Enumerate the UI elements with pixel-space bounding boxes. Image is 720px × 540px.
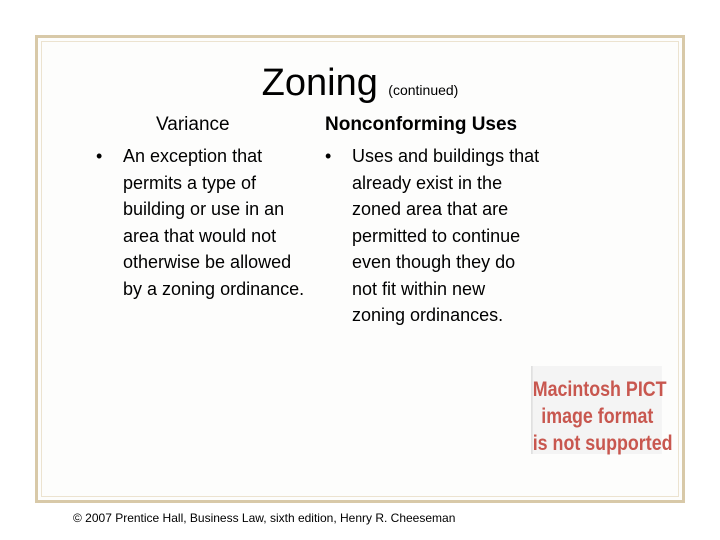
nonconforming-uses-heading: Nonconforming Uses (325, 114, 518, 135)
copyright-footer: © 2007 Prentice Hall, Business Law, sixth edition, Henry R. Cheeseman (73, 511, 456, 525)
variance-bullet-item (96, 143, 311, 302)
nonconforming-bullet-item (325, 143, 540, 329)
slide-title-suffix: (continued) (388, 82, 459, 98)
placeholder-line-1: Macintosh PICT (532, 378, 667, 401)
variance-heading: Variance (156, 114, 230, 135)
unsupported-image-placeholder (531, 366, 673, 455)
nonconforming-bullet-list (325, 143, 540, 329)
variance-bullet-text: An exception that permits a type of building or use in an area that would not otherwise be allowed by a zoning ordinance. (123, 146, 305, 299)
placeholder-line-2: image format (541, 405, 654, 428)
bullet-icon: • (96, 146, 103, 166)
slide-title-main: Zoning (261, 62, 378, 104)
nonconforming-bullet-text: Uses and buildings that already exist in the zoned area that are permitted to continue even though they do not fit within new zoning ordinances. (352, 146, 540, 325)
variance-bullet-list (96, 143, 311, 302)
slide-title (0, 62, 720, 105)
bullet-icon: • (325, 146, 332, 166)
placeholder-line-3: is not supported (532, 432, 673, 455)
